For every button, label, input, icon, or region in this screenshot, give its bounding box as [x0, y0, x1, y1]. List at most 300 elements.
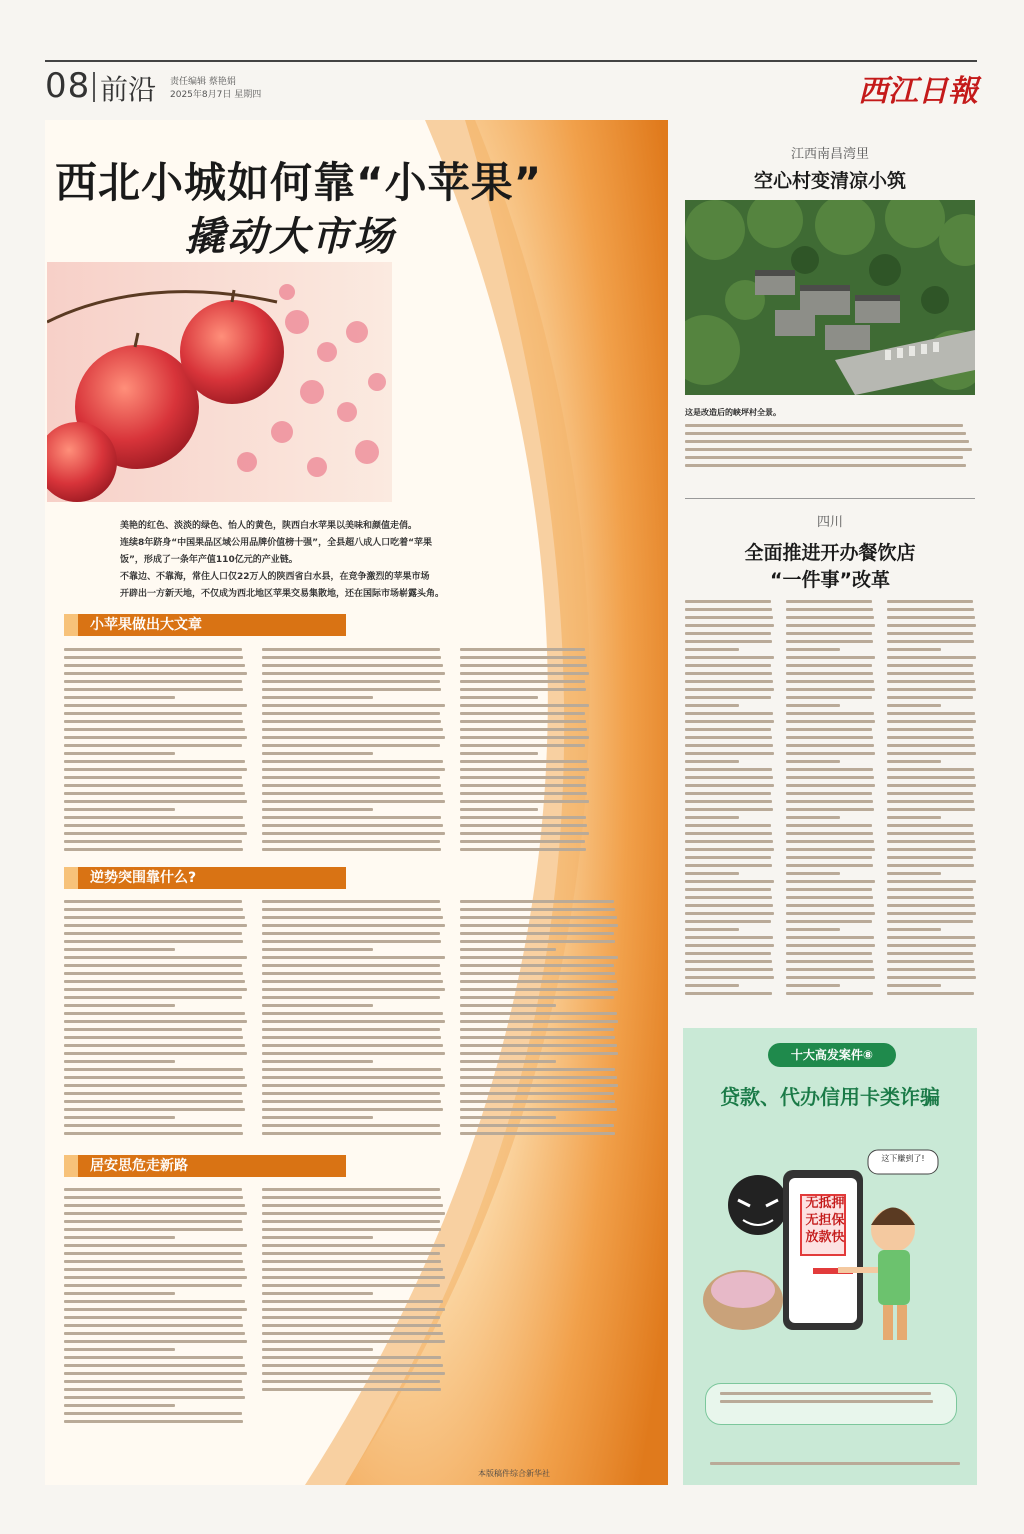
text-line	[887, 912, 976, 915]
text-line	[262, 800, 445, 803]
text-line	[460, 664, 587, 667]
poster-title: 贷款、代办信用卡类诈骗	[720, 1085, 940, 1109]
text-line	[262, 1388, 441, 1391]
text-line	[262, 1292, 373, 1295]
lead-line: 美艳的红色、淡淡的绿色、怡人的黄色，陕西白水苹果以美味和颜值走俏。	[120, 521, 418, 531]
subhead-accent	[64, 867, 78, 889]
subhead-3: 居安思危走新路	[64, 1155, 346, 1177]
text-line	[685, 456, 963, 459]
text-line	[887, 608, 974, 611]
lead-line: 饭”，形成了一条年产值110亿元的产业链。	[120, 555, 298, 565]
text-line	[786, 736, 873, 739]
text-line	[262, 704, 445, 707]
text-line	[685, 728, 771, 731]
text-line	[786, 768, 873, 771]
body-column	[64, 900, 249, 1140]
text-line	[685, 864, 772, 867]
text-line	[262, 1308, 445, 1311]
article-title-line1: 全面推进开办餐饮店	[744, 542, 916, 564]
text-line	[786, 688, 875, 691]
text-line	[262, 712, 440, 715]
text-line	[64, 656, 243, 659]
text-line	[262, 664, 443, 667]
text-line	[64, 940, 243, 943]
text-line	[887, 664, 973, 667]
text-line	[887, 680, 975, 683]
text-line	[887, 632, 973, 635]
text-line	[64, 1420, 243, 1423]
text-line	[262, 1316, 440, 1319]
text-line	[64, 1244, 247, 1247]
text-line	[262, 744, 440, 747]
text-line	[460, 1108, 617, 1111]
text-line	[262, 972, 441, 975]
body-column	[460, 648, 590, 856]
text-line	[460, 996, 614, 999]
text-line	[786, 624, 875, 627]
text-line	[262, 840, 440, 843]
text-line	[262, 956, 445, 959]
text-line	[685, 808, 773, 811]
text-line	[887, 624, 976, 627]
text-line	[64, 924, 247, 927]
text-line	[262, 1132, 441, 1135]
text-line	[64, 744, 242, 747]
text-line	[685, 664, 771, 667]
text-line	[460, 980, 617, 983]
text-line	[460, 816, 586, 819]
text-line	[262, 720, 441, 723]
text-line	[685, 752, 774, 755]
text-line	[64, 792, 245, 795]
text-line	[64, 1132, 243, 1135]
text-line	[887, 656, 976, 659]
text-line	[460, 964, 614, 967]
text-line	[786, 848, 875, 851]
text-line	[262, 1268, 443, 1271]
text-line	[64, 1316, 242, 1319]
text-line	[460, 736, 589, 739]
text-line	[64, 848, 243, 851]
text-line	[887, 952, 973, 955]
text-line	[887, 808, 975, 811]
text-line	[262, 832, 445, 835]
text-line	[460, 688, 586, 691]
text-line	[786, 776, 874, 779]
page-number: 08	[45, 66, 91, 106]
text-line	[887, 800, 974, 803]
feature-title-line2: 撬动大市场	[185, 214, 395, 260]
text-line	[64, 696, 175, 699]
text-line	[262, 1196, 441, 1199]
text-line	[64, 672, 247, 675]
warning-text	[720, 1392, 940, 1408]
text-line	[786, 728, 872, 731]
text-line	[64, 840, 242, 843]
text-line	[786, 696, 872, 699]
text-line	[262, 808, 373, 811]
text-line	[887, 824, 973, 827]
text-line	[710, 1462, 960, 1465]
text-line	[64, 1260, 243, 1263]
text-line	[460, 1036, 615, 1039]
photo-caption	[685, 406, 975, 419]
text-line	[786, 936, 874, 939]
text-line	[262, 988, 445, 991]
text-line	[64, 680, 242, 683]
text-line	[685, 656, 774, 659]
text-line	[685, 672, 772, 675]
text-line	[64, 648, 242, 651]
text-line	[887, 640, 974, 643]
text-line	[887, 720, 976, 723]
text-line	[262, 1252, 440, 1255]
text-line	[786, 944, 875, 947]
text-line	[887, 976, 976, 979]
lead-line: 开辟出一方新天地，不仅成为西北地区苹果交易集散地，还在国际市场崭露头角。	[120, 589, 445, 599]
text-line	[262, 1228, 441, 1231]
text-line	[64, 1364, 245, 1367]
text-line	[460, 1068, 615, 1071]
text-line	[887, 752, 976, 755]
text-line	[460, 1044, 617, 1047]
text-line	[262, 932, 440, 935]
text-line	[887, 712, 975, 715]
text-line	[64, 1068, 243, 1071]
header-rule	[45, 60, 977, 62]
text-line	[887, 672, 974, 675]
text-line	[64, 720, 243, 723]
text-line	[64, 752, 175, 755]
text-line	[685, 624, 774, 627]
text-line	[262, 1004, 373, 1007]
text-line	[685, 432, 966, 435]
text-line	[64, 1308, 247, 1311]
text-line	[685, 976, 774, 979]
text-line	[887, 904, 975, 907]
text-line	[460, 824, 587, 827]
text-line	[887, 960, 974, 963]
text-line	[262, 1364, 443, 1367]
text-line	[685, 984, 739, 987]
text-line	[685, 688, 774, 691]
text-line	[262, 948, 373, 951]
text-line	[786, 640, 873, 643]
text-line	[786, 968, 874, 971]
lead-paragraph	[120, 518, 510, 603]
text-line	[786, 952, 872, 955]
text-line	[460, 760, 587, 763]
text-line	[64, 1188, 242, 1191]
text-line	[460, 832, 589, 835]
caption-text	[685, 424, 975, 472]
text-line	[786, 976, 875, 979]
body-column	[262, 648, 447, 856]
text-line	[262, 1380, 440, 1383]
text-line	[262, 1220, 440, 1223]
text-line	[64, 1292, 175, 1295]
text-line	[460, 848, 586, 851]
text-line	[262, 1276, 445, 1279]
text-line	[685, 448, 972, 451]
text-line	[685, 720, 774, 723]
text-line	[720, 1400, 933, 1403]
text-line	[64, 1220, 242, 1223]
text-line	[262, 1244, 445, 1247]
text-line	[685, 696, 771, 699]
text-line	[685, 736, 772, 739]
text-line	[64, 1404, 175, 1407]
text-line	[685, 856, 771, 859]
text-line	[786, 984, 840, 987]
text-line	[685, 680, 773, 683]
text-line	[262, 680, 440, 683]
text-line	[887, 776, 975, 779]
text-line	[460, 1092, 614, 1095]
text-line	[262, 1260, 441, 1263]
text-line	[460, 1116, 556, 1119]
text-line	[262, 688, 441, 691]
text-line	[786, 824, 872, 827]
body-column	[262, 1188, 447, 1396]
text-line	[786, 600, 872, 603]
text-line	[64, 996, 242, 999]
text-line	[887, 784, 976, 787]
text-line	[460, 1084, 618, 1087]
text-line	[64, 1124, 242, 1127]
text-line	[262, 1204, 443, 1207]
text-line	[685, 968, 773, 971]
text-line	[887, 896, 974, 899]
text-line	[262, 1332, 443, 1335]
phone-text: 无抵押 无担保 放款快	[805, 1196, 845, 1245]
text-line	[262, 1092, 440, 1095]
text-line	[887, 848, 976, 851]
text-line	[64, 1300, 245, 1303]
text-line	[64, 1020, 247, 1023]
text-line	[786, 744, 874, 747]
text-line	[786, 992, 873, 995]
text-line	[685, 832, 772, 835]
text-line	[460, 672, 589, 675]
text-line	[262, 728, 443, 731]
source-note: 本版稿件综合新华社	[478, 1469, 550, 1478]
article-title: 空心村变清凉小筑	[753, 170, 906, 192]
text-line	[262, 924, 445, 927]
text-line	[460, 1132, 615, 1135]
text-line	[64, 712, 242, 715]
text-line	[460, 784, 586, 787]
text-line	[685, 920, 771, 923]
text-line	[685, 760, 739, 763]
text-line	[887, 688, 976, 691]
text-line	[64, 760, 245, 763]
text-line	[262, 1028, 440, 1031]
text-line	[64, 1252, 242, 1255]
text-line	[786, 832, 873, 835]
text-line	[887, 840, 975, 843]
text-line	[64, 824, 245, 827]
text-line	[262, 916, 443, 919]
text-line	[887, 616, 975, 619]
text-line	[64, 808, 175, 811]
text-line	[64, 972, 243, 975]
text-line	[460, 972, 615, 975]
text-line	[887, 992, 974, 995]
text-line	[786, 648, 840, 651]
text-line	[64, 736, 247, 739]
text-line	[887, 760, 941, 763]
text-line	[685, 896, 772, 899]
text-line	[460, 752, 538, 755]
text-line	[685, 608, 772, 611]
text-line	[64, 704, 247, 707]
text-line	[64, 1108, 245, 1111]
text-line	[685, 912, 774, 915]
text-line	[262, 908, 441, 911]
text-line	[685, 840, 773, 843]
text-line	[64, 1332, 245, 1335]
text-line	[262, 1068, 441, 1071]
text-line	[685, 824, 771, 827]
text-line	[460, 956, 618, 959]
text-line	[460, 1020, 618, 1023]
text-line	[685, 936, 773, 939]
text-line	[460, 908, 615, 911]
text-line	[262, 996, 440, 999]
body-column	[64, 1188, 249, 1428]
text-line	[460, 656, 586, 659]
text-line	[460, 712, 585, 715]
text-line	[64, 1276, 247, 1279]
article-title-line2: “一件事”改革	[770, 569, 890, 591]
text-line	[786, 960, 873, 963]
text-line	[786, 632, 872, 635]
text-line	[64, 1236, 175, 1239]
text-line	[685, 440, 969, 443]
text-line	[460, 1124, 614, 1127]
bubble-text: 这下赚到了!	[881, 1154, 925, 1163]
text-line	[887, 984, 941, 987]
text-line	[64, 988, 247, 991]
text-line	[262, 1300, 443, 1303]
text-line	[685, 792, 771, 795]
text-line	[460, 1012, 617, 1015]
text-line	[64, 1412, 242, 1415]
masthead-logo: 西江日報	[858, 74, 978, 109]
text-line	[64, 1396, 245, 1399]
text-line	[460, 808, 538, 811]
text-line	[262, 1284, 440, 1287]
text-line	[460, 728, 587, 731]
text-line	[887, 856, 973, 859]
body-column	[262, 900, 447, 1140]
text-line	[64, 1324, 243, 1327]
text-line	[887, 864, 974, 867]
text-line	[786, 912, 875, 915]
text-line	[685, 424, 963, 427]
text-line	[460, 1076, 617, 1079]
text-line	[262, 1236, 373, 1239]
text-line	[786, 720, 875, 723]
text-line	[64, 1212, 247, 1215]
body-column	[460, 900, 620, 1140]
text-line	[262, 1012, 443, 1015]
text-line	[460, 1004, 556, 1007]
text-line	[685, 640, 772, 643]
text-line	[460, 916, 617, 919]
text-line	[262, 1212, 445, 1215]
text-line	[460, 680, 585, 683]
text-line	[262, 816, 441, 819]
text-line	[460, 744, 585, 747]
text-line	[786, 656, 875, 659]
text-line	[786, 856, 872, 859]
text-line	[262, 1020, 445, 1023]
text-line	[64, 832, 247, 835]
location-tag: 四川	[816, 515, 843, 530]
text-line	[64, 1044, 245, 1047]
text-line	[786, 664, 872, 667]
text-line	[786, 864, 873, 867]
text-line	[64, 1100, 243, 1103]
text-line	[460, 696, 538, 699]
text-line	[262, 1324, 441, 1327]
text-line	[685, 944, 774, 947]
text-line	[262, 736, 445, 739]
editor-line: 责任编辑 蔡艳娟	[170, 77, 236, 87]
lead-line: 连续8年跻身“中国果品区域公用品牌价值榜十强”，全县超八成人口吃着“苹果	[120, 538, 433, 548]
text-line	[64, 1092, 242, 1095]
text-line	[460, 1028, 614, 1031]
text-line	[262, 1372, 445, 1375]
text-line	[64, 664, 245, 667]
text-line	[262, 1124, 440, 1127]
text-line	[786, 792, 872, 795]
lead-line: 不靠边、不靠海，常住人口仅22万人的陕西省白水县，在竞争激烈的苹果市场	[120, 572, 430, 582]
feature-title-line1: 西北小城如何靠“小苹果”	[55, 158, 543, 207]
text-line	[887, 936, 975, 939]
text-line	[786, 872, 840, 875]
text-line	[887, 792, 973, 795]
text-line	[786, 888, 872, 891]
text-line	[64, 1372, 247, 1375]
body-column	[786, 600, 876, 1000]
text-line	[460, 720, 586, 723]
text-line	[64, 1356, 243, 1359]
text-line	[887, 600, 973, 603]
text-line	[64, 768, 247, 771]
text-line	[64, 1052, 247, 1055]
text-line	[262, 1076, 443, 1079]
text-line	[64, 1004, 175, 1007]
text-line	[262, 1052, 445, 1055]
text-line	[460, 776, 585, 779]
body-column	[685, 600, 775, 1000]
text-line	[887, 696, 973, 699]
text-line	[887, 880, 976, 883]
text-line	[887, 816, 941, 819]
text-line	[262, 848, 441, 851]
text-line	[685, 776, 773, 779]
text-line	[64, 1196, 243, 1199]
text-line	[685, 848, 774, 851]
text-line	[887, 968, 975, 971]
text-line	[460, 792, 587, 795]
text-line	[262, 1036, 441, 1039]
text-line	[887, 888, 973, 891]
divider	[685, 498, 975, 499]
